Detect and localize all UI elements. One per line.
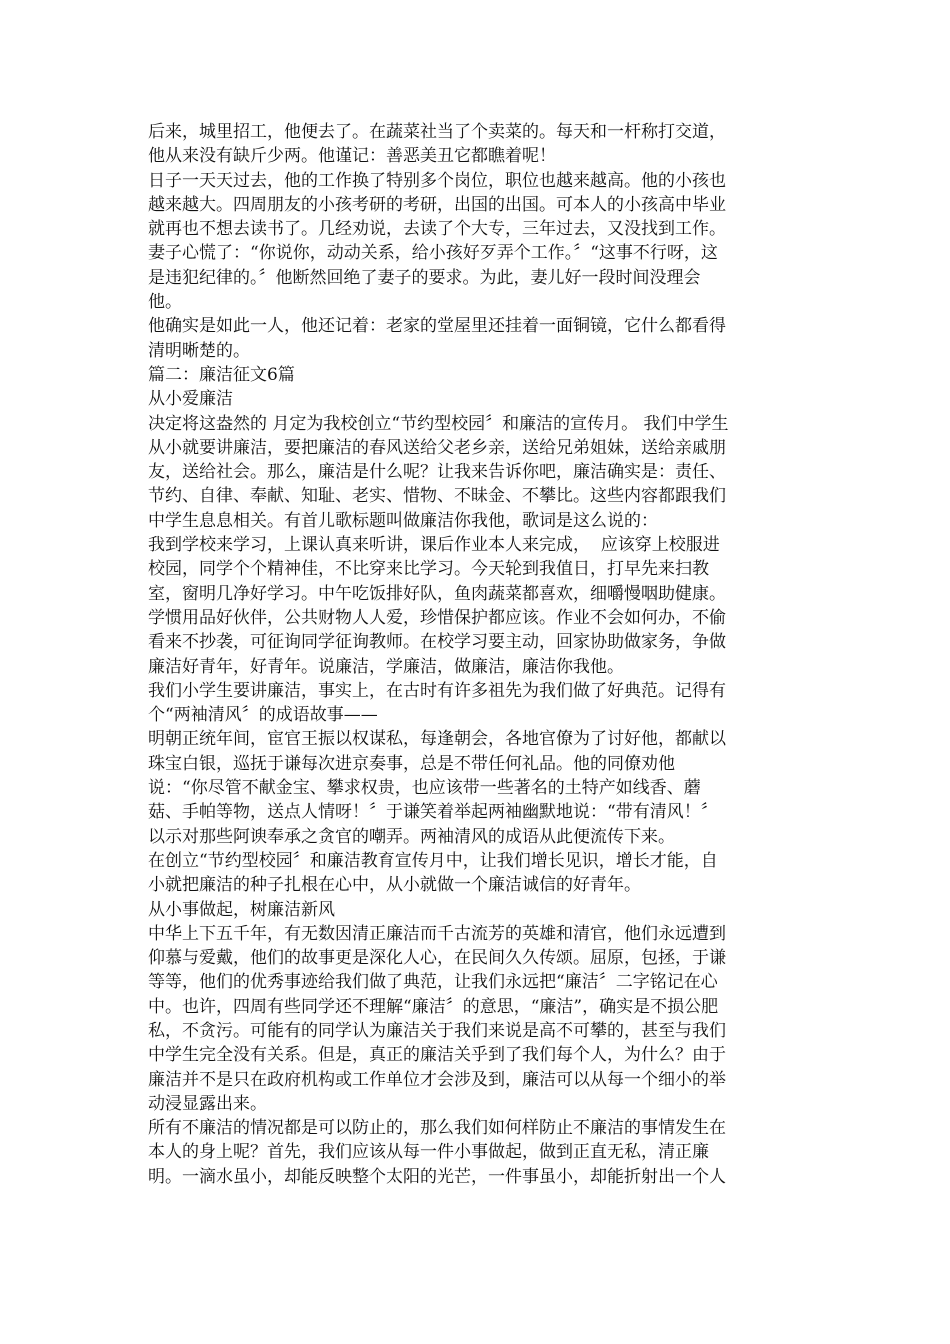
text-line: 所有不廉洁的情况都是可以防止的，那么我们如何样防止不廉洁的事情发生在 — [148, 1118, 726, 1139]
document-page — [148, 120, 804, 1189]
text-line: 菇、手帕等物，送点人情呀！〞于谦笑着举起两袖幽默地说：“带有清风！〞 — [148, 802, 718, 823]
text-line: 中学生完全没有关系。但是，真正的廉洁关乎到了我们每个人，为什么？由于 — [148, 1045, 726, 1066]
text-line: 妻子心慌了：“你说你，动动关系，给小孩好歹弄个工作。〞“这事不行呀，这 — [148, 243, 718, 264]
text-line: 他确实是如此一人，他还记着：老家的堂屋里还挂着一面铜镜，它什么都看得 — [148, 316, 726, 337]
text-line: 动浸显露出来。 — [148, 1093, 267, 1114]
text-line: 小就把廉洁的种子扎根在心中，从小就做一个廉洁诚信的好青年。 — [148, 875, 641, 896]
text-line: 他从来没有缺斤少两。他谨记：善恶美丑它都瞧着呢！ — [148, 146, 556, 167]
text-line: 后来，城里招工，他便去了。在蔬菜社当了个卖菜的。每天和一杆称打交道， — [148, 122, 726, 142]
text-line: 说：“你尽管不献金宝、攀求权贵，也应该带一些著名的土特产如线香、蘑 — [148, 778, 701, 799]
text-line: 廉洁并不是只在政府机构或工作单位才会涉及到，廉洁可以从每一个细小的举 — [148, 1069, 726, 1090]
text-line: 珠宝白银，巡抚于谦每次进京奏事，总是不带任何礼品。他的同僚劝他 — [148, 753, 675, 774]
text-line: 从小就要讲廉洁，要把廉洁的春风送给父老乡亲，送给兄弟姐妹，送给亲戚朋 — [148, 437, 726, 458]
text-line: 廉洁好青年，好青年。说廉洁，学廉洁，做廉洁，廉洁你我他。 — [148, 656, 624, 677]
text-line: 以示对那些阿谀奉承之贪官的嘲弄。两袖清风的成语从此便流传下来。 — [148, 826, 675, 847]
text-line: 节约、自律、奉献、知耻、老实、惜物、不昧金、不攀比。这些内容都跟我们 — [148, 486, 726, 507]
text-line: 明。一滴水虽小，却能反映整个太阳的光芒，一件事虽小，却能折射出一个人 — [148, 1166, 726, 1187]
text-line: 中学生息息相关。有首儿歌标题叫做廉洁你我他，歌词是这么说的： — [148, 510, 658, 531]
text-line: 是违犯纪律的。〞他断然回绝了妻子的要求。为此，妻儿好一段时间没理会 — [148, 267, 701, 288]
text-line: 就再也不想去读书了。几经劝说，去读了个大专，三年过去，又没找到工作。 — [148, 219, 726, 240]
text-line: 个“两袖清风〞的成语故事—— — [148, 705, 378, 726]
text-line: 友，送给社会。那么，廉洁是什么呢？让我来告诉你吧，廉洁确实是：责任、 — [148, 462, 726, 483]
text-line: 学惯用品好伙伴，公共财物人人爱，珍惜保护都应该。作业不会如何办，不偷 — [148, 607, 726, 628]
text-line: 等等，他们的优秀事迹给我们做了典范，让我们永远把“廉洁〞二字铭记在心 — [148, 972, 718, 993]
text-line: 本人的身上呢？首先，我们应该从每一件小事做起，做到正直无私，清正廉 — [148, 1142, 709, 1163]
text-line: 篇二：廉洁征文6篇 — [148, 364, 295, 385]
text-line: 私，不贪污。可能有的同学认为廉洁关于我们来说是高不可攀的，甚至与我们 — [148, 1020, 726, 1041]
text-line: 看来不抄袭，可征询同学征询教师。在校学习要主动，回家协助做家务，争做 — [148, 632, 726, 653]
text-line: 清明晰楚的。 — [148, 340, 250, 361]
text-line: 明朝正统年间，宦官王振以权谋私，每逢朝会，各地官僚为了讨好他，都献以 — [148, 729, 726, 750]
text-line: 从小爱廉洁 — [148, 389, 233, 410]
text-line: 室，窗明几净好学习。中午吃饭排好队，鱼肉蔬菜都喜欢，细嚼慢咽助健康。 — [148, 583, 726, 604]
text-line: 在创立“节约型校园〞和廉洁教育宣传月中，让我们增长见识，增长才能，自 — [148, 850, 718, 871]
text-line: 决定将这盎然的 月定为我校创立“节约型校园〞和廉洁的宣传月。 我们中学生 — [148, 413, 729, 434]
text-line: 从小事做起，树廉洁新风 — [148, 899, 335, 920]
text-line: 校园，同学个个精神佳，不比穿来比学习。今天轮到我值日，打早先来扫教 — [148, 559, 709, 580]
text-line: 我们小学生要讲廉洁，事实上，在古时有许多祖先为我们做了好典范。记得有 — [148, 680, 726, 701]
text-line: 我到学校来学习，上课认真来听讲，课后作业本人来完成， 应该穿上校服进 — [148, 535, 720, 556]
text-line: 中华上下五千年，有无数因清正廉洁而千古流芳的英雄和清官，他们永远遭到 — [148, 923, 726, 944]
text-line: 越来越大。四周朋友的小孩考研的考研，出国的出国。可本人的小孩高中毕业 — [148, 194, 726, 215]
text-line: 日子一天天过去，他的工作换了特别多个岗位，职位也越来越高。他的小孩也 — [148, 170, 726, 191]
text-line: 他。 — [148, 292, 182, 313]
text-line: 仰慕与爱戴，他们的故事更是深化人心，在民间久久传颂。屈原，包拯，于谦 — [148, 948, 726, 969]
text-line: 中。也许，四周有些同学还不理解“廉洁〞的意思，“廉洁”，确实是不损公肥 — [148, 996, 719, 1017]
